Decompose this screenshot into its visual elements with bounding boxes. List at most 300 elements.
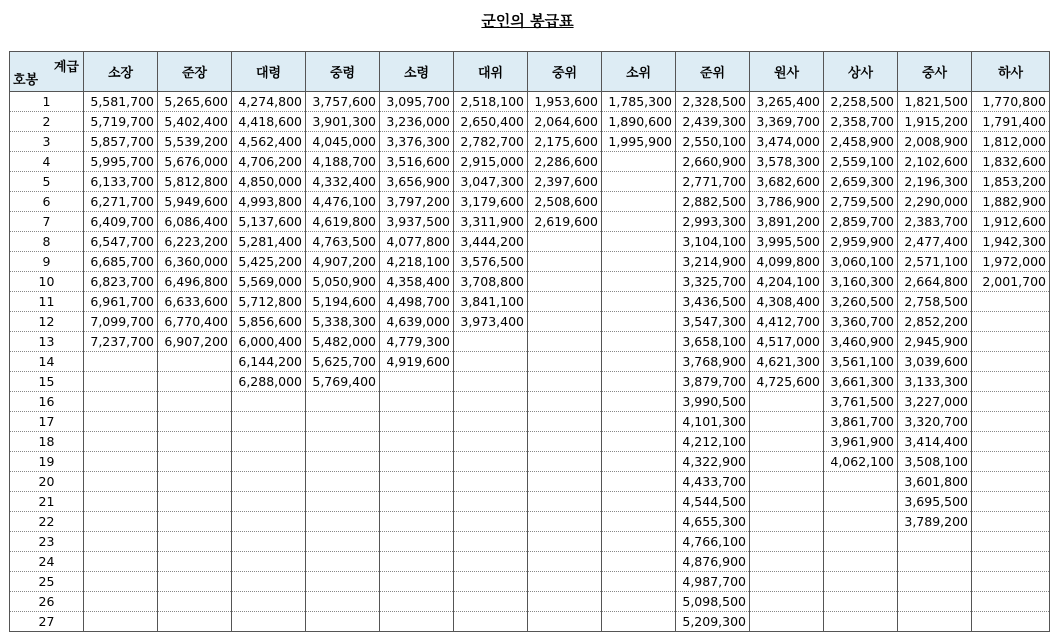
step-cell: 18	[10, 432, 84, 452]
salary-cell: 6,144,200	[232, 352, 306, 372]
salary-cell: 4,218,100	[380, 252, 454, 272]
salary-cell: 3,601,800	[898, 472, 972, 492]
table-row	[10, 472, 1050, 492]
salary-cell: 4,274,800	[232, 92, 306, 112]
salary-cell	[306, 432, 380, 452]
salary-cell	[528, 532, 602, 552]
salary-cell	[750, 392, 824, 412]
salary-cell: 1,853,200	[972, 172, 1050, 192]
salary-cell: 1,972,000	[972, 252, 1050, 272]
salary-cell	[454, 432, 528, 452]
salary-cell	[972, 352, 1050, 372]
salary-cell	[380, 392, 454, 412]
salary-cell: 3,047,300	[454, 172, 528, 192]
salary-cell: 3,460,900	[824, 332, 898, 352]
salary-cell	[898, 532, 972, 552]
salary-cell: 3,578,300	[750, 152, 824, 172]
salary-cell: 4,308,400	[750, 292, 824, 312]
salary-cell: 2,915,000	[454, 152, 528, 172]
salary-cell: 5,482,000	[306, 332, 380, 352]
salary-cell: 2,664,800	[898, 272, 972, 292]
salary-cell	[824, 552, 898, 572]
salary-cell	[84, 612, 158, 632]
salary-cell	[84, 572, 158, 592]
column-header: 하사	[972, 52, 1050, 92]
salary-cell: 5,281,400	[232, 232, 306, 252]
salary-cell	[528, 372, 602, 392]
salary-cell: 4,763,500	[306, 232, 380, 252]
salary-cell	[232, 592, 306, 612]
salary-cell: 3,474,000	[750, 132, 824, 152]
salary-cell	[528, 512, 602, 532]
salary-cell: 4,639,000	[380, 312, 454, 332]
salary-cell	[380, 512, 454, 532]
salary-cell: 6,223,200	[158, 232, 232, 252]
salary-cell	[528, 272, 602, 292]
column-header: 중령	[306, 52, 380, 92]
salary-cell	[602, 232, 676, 252]
salary-cell	[824, 512, 898, 532]
step-cell: 24	[10, 552, 84, 572]
salary-cell: 7,237,700	[84, 332, 158, 352]
salary-cell: 3,360,700	[824, 312, 898, 332]
salary-cell	[380, 452, 454, 472]
salary-cell: 4,358,400	[380, 272, 454, 292]
salary-cell: 2,759,500	[824, 192, 898, 212]
salary-cell	[972, 292, 1050, 312]
salary-cell: 4,045,000	[306, 132, 380, 152]
salary-cell	[380, 372, 454, 392]
salary-cell: 3,841,100	[454, 292, 528, 312]
salary-cell	[972, 492, 1050, 512]
salary-cell: 2,258,500	[824, 92, 898, 112]
salary-cell: 2,290,000	[898, 192, 972, 212]
salary-cell: 2,782,700	[454, 132, 528, 152]
salary-cell: 4,876,900	[676, 552, 750, 572]
step-cell: 20	[10, 472, 84, 492]
salary-cell	[232, 512, 306, 532]
salary-cell	[232, 492, 306, 512]
salary-cell	[750, 612, 824, 632]
step-label: 호봉	[13, 73, 39, 88]
salary-cell: 3,369,700	[750, 112, 824, 132]
salary-cell	[972, 532, 1050, 552]
salary-cell	[824, 572, 898, 592]
salary-cell	[380, 412, 454, 432]
salary-cell: 1,912,600	[972, 212, 1050, 232]
salary-cell	[528, 292, 602, 312]
salary-cell: 5,402,400	[158, 112, 232, 132]
salary-cell: 3,376,300	[380, 132, 454, 152]
salary-cell	[306, 452, 380, 472]
salary-cell: 4,101,300	[676, 412, 750, 432]
table-row	[10, 92, 1050, 112]
salary-cell	[602, 272, 676, 292]
salary-cell	[824, 532, 898, 552]
salary-cell: 2,328,500	[676, 92, 750, 112]
salary-cell	[750, 412, 824, 432]
table-row	[10, 332, 1050, 352]
salary-cell: 3,095,700	[380, 92, 454, 112]
salary-cell	[750, 452, 824, 472]
salary-cell	[972, 592, 1050, 612]
salary-cell: 4,077,800	[380, 232, 454, 252]
table-row	[10, 232, 1050, 252]
salary-cell	[232, 452, 306, 472]
salary-cell	[750, 592, 824, 612]
page-title: 군인의 봉급표	[481, 12, 574, 30]
salary-cell: 2,771,700	[676, 172, 750, 192]
salary-cell: 6,770,400	[158, 312, 232, 332]
salary-cell: 3,891,200	[750, 212, 824, 232]
column-header: 상사	[824, 52, 898, 92]
salary-cell	[528, 332, 602, 352]
salary-cell: 4,706,200	[232, 152, 306, 172]
salary-cell: 3,656,900	[380, 172, 454, 192]
salary-cell: 3,516,600	[380, 152, 454, 172]
salary-cell	[602, 292, 676, 312]
step-cell: 3	[10, 132, 84, 152]
step-cell: 14	[10, 352, 84, 372]
salary-cell	[528, 352, 602, 372]
salary-cell	[158, 392, 232, 412]
salary-cell	[306, 392, 380, 412]
salary-cell	[602, 372, 676, 392]
salary-cell	[972, 612, 1050, 632]
salary-cell: 1,915,200	[898, 112, 972, 132]
step-cell: 15	[10, 372, 84, 392]
salary-cell	[528, 612, 602, 632]
salary-cell: 5,625,700	[306, 352, 380, 372]
salary-cell	[750, 572, 824, 592]
salary-cell: 2,859,700	[824, 212, 898, 232]
salary-cell: 3,786,900	[750, 192, 824, 212]
salary-cell: 2,619,600	[528, 212, 602, 232]
table-row	[10, 552, 1050, 572]
table-row	[10, 392, 1050, 412]
salary-cell	[528, 572, 602, 592]
step-cell: 26	[10, 592, 84, 612]
table-row	[10, 132, 1050, 152]
salary-cell: 7,099,700	[84, 312, 158, 332]
salary-cell: 3,661,300	[824, 372, 898, 392]
step-cell: 1	[10, 92, 84, 112]
salary-cell: 1,953,600	[528, 92, 602, 112]
salary-cell	[84, 492, 158, 512]
salary-cell: 3,436,500	[676, 292, 750, 312]
salary-cell	[158, 552, 232, 572]
salary-cell: 3,133,300	[898, 372, 972, 392]
salary-cell: 2,439,300	[676, 112, 750, 132]
salary-cell: 5,719,700	[84, 112, 158, 132]
table-body	[10, 92, 1050, 632]
salary-cell	[158, 412, 232, 432]
salary-cell	[158, 352, 232, 372]
salary-cell: 6,961,700	[84, 292, 158, 312]
salary-cell	[454, 532, 528, 552]
table-row	[10, 112, 1050, 132]
salary-cell: 2,852,200	[898, 312, 972, 332]
salary-cell: 5,676,000	[158, 152, 232, 172]
salary-cell	[972, 472, 1050, 492]
salary-cell	[602, 192, 676, 212]
salary-cell: 3,561,100	[824, 352, 898, 372]
salary-cell: 3,227,000	[898, 392, 972, 412]
salary-cell: 6,409,700	[84, 212, 158, 232]
salary-cell	[158, 492, 232, 512]
salary-cell	[380, 572, 454, 592]
salary-cell	[158, 472, 232, 492]
salary-cell	[972, 432, 1050, 452]
salary-cell	[750, 512, 824, 532]
salary-cell: 3,961,900	[824, 432, 898, 452]
salary-cell: 2,477,400	[898, 232, 972, 252]
step-cell: 22	[10, 512, 84, 532]
salary-cell: 3,973,400	[454, 312, 528, 332]
table-row	[10, 352, 1050, 372]
step-cell: 9	[10, 252, 84, 272]
salary-cell	[528, 392, 602, 412]
salary-cell	[972, 392, 1050, 412]
table-row	[10, 412, 1050, 432]
salary-cell: 1,791,400	[972, 112, 1050, 132]
salary-cell: 6,496,800	[158, 272, 232, 292]
salary-cell	[84, 592, 158, 612]
salary-cell	[454, 352, 528, 372]
salary-cell: 3,104,100	[676, 232, 750, 252]
salary-cell	[454, 512, 528, 532]
column-header: 원사	[750, 52, 824, 92]
salary-cell	[454, 472, 528, 492]
salary-cell	[232, 612, 306, 632]
salary-cell: 1,890,600	[602, 112, 676, 132]
salary-cell: 5,338,300	[306, 312, 380, 332]
table-row	[10, 432, 1050, 452]
salary-cell: 6,633,600	[158, 292, 232, 312]
salary-cell: 6,360,000	[158, 252, 232, 272]
salary-cell	[602, 412, 676, 432]
salary-cell: 2,358,700	[824, 112, 898, 132]
salary-cell	[454, 392, 528, 412]
salary-cell	[602, 552, 676, 572]
salary-cell	[898, 552, 972, 572]
salary-cell: 3,990,500	[676, 392, 750, 412]
grade-label: 계급	[53, 60, 79, 75]
salary-cell	[158, 592, 232, 612]
salary-cell: 2,508,600	[528, 192, 602, 212]
salary-cell	[528, 492, 602, 512]
table-row	[10, 172, 1050, 192]
corner-header	[10, 52, 84, 92]
salary-cell	[306, 612, 380, 632]
salary-cell: 4,188,700	[306, 152, 380, 172]
salary-cell: 1,882,900	[972, 192, 1050, 212]
column-header: 소위	[602, 52, 676, 92]
salary-cell	[84, 512, 158, 532]
salary-cell: 2,001,700	[972, 272, 1050, 292]
salary-cell	[602, 472, 676, 492]
table-row	[10, 492, 1050, 512]
salary-cell: 4,993,800	[232, 192, 306, 212]
salary-cell: 3,260,500	[824, 292, 898, 312]
step-cell: 16	[10, 392, 84, 412]
salary-cell	[84, 392, 158, 412]
salary-cell	[602, 252, 676, 272]
table-row	[10, 372, 1050, 392]
salary-cell	[84, 352, 158, 372]
salary-cell: 2,102,600	[898, 152, 972, 172]
salary-cell: 3,695,500	[898, 492, 972, 512]
salary-cell: 3,901,300	[306, 112, 380, 132]
salary-cell: 3,214,900	[676, 252, 750, 272]
salary-cell: 4,418,600	[232, 112, 306, 132]
salary-cell	[232, 532, 306, 552]
salary-cell	[158, 432, 232, 452]
salary-cell: 3,708,800	[454, 272, 528, 292]
salary-cell	[972, 332, 1050, 352]
salary-cell: 5,995,700	[84, 152, 158, 172]
salary-cell: 5,098,500	[676, 592, 750, 612]
salary-cell: 5,856,600	[232, 312, 306, 332]
table-row	[10, 312, 1050, 332]
salary-cell: 3,414,400	[898, 432, 972, 452]
salary-cell	[380, 492, 454, 512]
salary-cell	[306, 472, 380, 492]
step-cell: 7	[10, 212, 84, 232]
salary-cell: 2,064,600	[528, 112, 602, 132]
salary-cell: 5,812,800	[158, 172, 232, 192]
salary-cell: 4,332,400	[306, 172, 380, 192]
table-row	[10, 252, 1050, 272]
salary-cell	[750, 492, 824, 512]
salary-cell	[454, 372, 528, 392]
salary-cell	[528, 472, 602, 492]
salary-cell: 4,412,700	[750, 312, 824, 332]
salary-cell	[454, 552, 528, 572]
salary-cell	[454, 412, 528, 432]
salary-cell: 2,559,100	[824, 152, 898, 172]
salary-cell	[84, 552, 158, 572]
salary-cell	[602, 592, 676, 612]
salary-cell: 4,099,800	[750, 252, 824, 272]
salary-cell: 3,060,100	[824, 252, 898, 272]
step-cell: 2	[10, 112, 84, 132]
salary-cell	[972, 372, 1050, 392]
salary-cell	[602, 612, 676, 632]
salary-cell: 5,194,600	[306, 292, 380, 312]
salary-cell: 6,086,400	[158, 212, 232, 232]
salary-cell	[602, 332, 676, 352]
step-cell: 21	[10, 492, 84, 512]
table-row	[10, 612, 1050, 632]
salary-cell: 6,907,200	[158, 332, 232, 352]
salary-cell	[528, 252, 602, 272]
salary-cell: 6,547,700	[84, 232, 158, 252]
salary-cell	[306, 492, 380, 512]
salary-cell	[898, 612, 972, 632]
column-header: 대령	[232, 52, 306, 92]
salary-cell: 1,942,300	[972, 232, 1050, 252]
salary-cell: 3,861,700	[824, 412, 898, 432]
salary-cell: 4,779,300	[380, 332, 454, 352]
table-row	[10, 512, 1050, 532]
salary-cell: 3,879,700	[676, 372, 750, 392]
salary-cell	[750, 472, 824, 492]
salary-cell	[232, 572, 306, 592]
salary-cell: 3,444,200	[454, 232, 528, 252]
salary-cell	[824, 592, 898, 612]
salary-cell: 4,766,100	[676, 532, 750, 552]
salary-cell: 5,569,000	[232, 272, 306, 292]
salary-cell: 2,959,900	[824, 232, 898, 252]
salary-cell: 5,769,400	[306, 372, 380, 392]
salary-cell: 2,397,600	[528, 172, 602, 192]
salary-cell: 6,133,700	[84, 172, 158, 192]
salary-cell: 5,137,600	[232, 212, 306, 232]
salary-cell: 2,175,600	[528, 132, 602, 152]
salary-cell: 2,993,300	[676, 212, 750, 232]
salary-cell	[306, 532, 380, 552]
salary-cell: 3,937,500	[380, 212, 454, 232]
salary-cell: 2,196,300	[898, 172, 972, 192]
salary-cell: 4,725,600	[750, 372, 824, 392]
salary-cell: 3,797,200	[380, 192, 454, 212]
salary-cell	[84, 452, 158, 472]
salary-cell	[454, 612, 528, 632]
salary-cell	[380, 472, 454, 492]
column-header: 준위	[676, 52, 750, 92]
column-header: 중사	[898, 52, 972, 92]
salary-cell	[602, 152, 676, 172]
salary-cell: 6,685,700	[84, 252, 158, 272]
salary-cell	[380, 532, 454, 552]
table-row	[10, 192, 1050, 212]
salary-cell: 3,311,900	[454, 212, 528, 232]
salary-cell: 4,850,000	[232, 172, 306, 192]
salary-cell: 3,236,000	[380, 112, 454, 132]
salary-cell: 3,768,900	[676, 352, 750, 372]
salary-cell	[972, 572, 1050, 592]
salary-cell	[84, 532, 158, 552]
column-header: 준장	[158, 52, 232, 92]
salary-cell	[898, 592, 972, 612]
salary-cell	[380, 592, 454, 612]
step-cell: 10	[10, 272, 84, 292]
salary-cell	[528, 312, 602, 332]
salary-cell	[972, 312, 1050, 332]
salary-cell	[306, 412, 380, 432]
salary-cell	[454, 452, 528, 472]
salary-cell	[232, 552, 306, 572]
salary-cell: 4,433,700	[676, 472, 750, 492]
table-row	[10, 212, 1050, 232]
salary-cell	[602, 452, 676, 472]
salary-cell	[972, 552, 1050, 572]
salary-cell: 2,518,100	[454, 92, 528, 112]
salary-cell	[232, 432, 306, 452]
salary-cell: 5,265,600	[158, 92, 232, 112]
salary-cell: 4,517,000	[750, 332, 824, 352]
salary-cell	[602, 312, 676, 332]
salary-cell: 1,832,600	[972, 152, 1050, 172]
step-cell: 5	[10, 172, 84, 192]
salary-cell	[750, 432, 824, 452]
salary-cell	[306, 512, 380, 532]
salary-cell: 4,655,300	[676, 512, 750, 532]
salary-cell	[602, 212, 676, 232]
salary-cell	[158, 512, 232, 532]
salary-cell: 2,286,600	[528, 152, 602, 172]
